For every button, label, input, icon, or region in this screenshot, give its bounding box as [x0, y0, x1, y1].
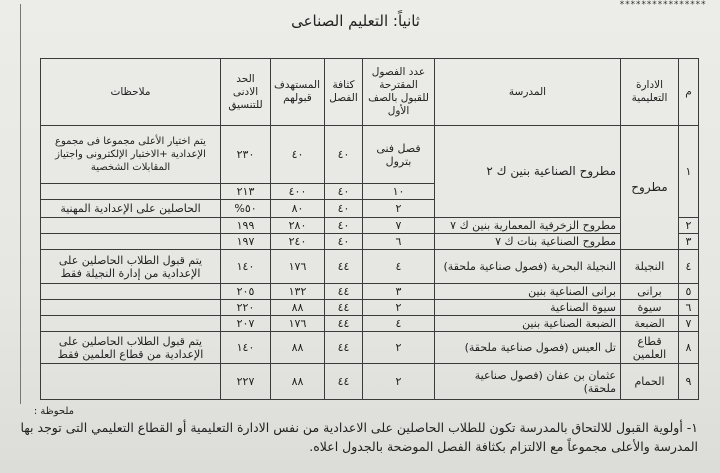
cell-density: ٤٠ — [325, 200, 363, 218]
col-target: المستهدف قبولهم — [271, 59, 325, 126]
cell-min: ٢٢٧ — [221, 364, 271, 400]
col-school: المدرسة — [435, 59, 621, 126]
cell-school: مطروح الصناعية بنات ك ٧ — [435, 234, 621, 250]
cell-school: تل العيس (فصول صناعية ملحقة) — [435, 332, 621, 364]
cell-min: ٢٢٠ — [221, 300, 271, 316]
table-row — [41, 364, 699, 400]
table-row — [41, 284, 699, 300]
margin-line — [20, 4, 21, 404]
cell-min: ١٤٠ — [221, 250, 271, 284]
cell-school: الضبعة الصناعية بنين — [435, 316, 621, 332]
cell-admin: برانى — [621, 284, 679, 300]
cell-classes: ٢ — [363, 364, 435, 400]
cell-target: ١٧٦ — [271, 316, 325, 332]
cell-target: ٨٨ — [271, 300, 325, 316]
cell-num: ٦ — [679, 300, 699, 316]
cell-notes: يتم قبول الطلاب الحاصلين على الإعدادية من إدارة النجيلة فقط — [41, 250, 221, 284]
col-density: كثافة الفصل — [325, 59, 363, 126]
cell-num: ٩ — [679, 364, 699, 400]
cell-target: ٨٨ — [271, 364, 325, 400]
cell-classes: ٢ — [363, 300, 435, 316]
table-row — [41, 300, 699, 316]
cell-admin: الحمام — [621, 364, 679, 400]
col-min: الحد الادنى للتنسيق — [221, 59, 271, 126]
cell-min: ٥٠% — [221, 200, 271, 218]
cell-target: ٨٠ — [271, 200, 325, 218]
cell-classes: ٦ — [363, 234, 435, 250]
cell-target: ٤٠٠ — [271, 184, 325, 200]
section-heading: ثانياً: التعليم الصناعى — [291, 12, 420, 30]
table-row — [41, 218, 699, 234]
top-marks: **************** — [619, 0, 706, 10]
cell-density: ٤٤ — [325, 300, 363, 316]
cell-density: ٤٠ — [325, 184, 363, 200]
col-notes: ملاحظات — [41, 59, 221, 126]
cell-notes — [41, 284, 221, 300]
col-admin: الادارة التعليمية — [621, 59, 679, 126]
cell-num: ٣ — [679, 234, 699, 250]
cell-target: ٤٠ — [271, 126, 325, 184]
cell-num: ٤ — [679, 250, 699, 284]
cell-notes — [41, 316, 221, 332]
cell-density: ٤٤ — [325, 250, 363, 284]
cell-num: ١ — [679, 126, 699, 218]
table-row — [41, 126, 699, 184]
cell-min: ١٩٧ — [221, 234, 271, 250]
cell-target: ٢٤٠ — [271, 234, 325, 250]
cell-notes — [41, 218, 221, 234]
cell-density: ٤٠ — [325, 234, 363, 250]
cell-classes: ٢ — [363, 200, 435, 218]
cell-min: ٢٠٥ — [221, 284, 271, 300]
cell-admin: مطروح — [621, 126, 679, 250]
cell-min: ٢٣٠ — [221, 126, 271, 184]
cell-num: ٨ — [679, 332, 699, 364]
schools-table — [40, 58, 699, 400]
cell-classes: ٣ — [363, 284, 435, 300]
cell-school: سيوة الصناعية — [435, 300, 621, 316]
cell-admin: الضبعة — [621, 316, 679, 332]
cell-school: مطروح الصناعية بنين ك ٢ — [435, 126, 621, 218]
cell-school: النجيلة البحرية (فصول صناعية ملحقة) — [435, 250, 621, 284]
cell-admin: النجيلة — [621, 250, 679, 284]
cell-target: ٨٨ — [271, 332, 325, 364]
cell-classes: ٧ — [363, 218, 435, 234]
cell-min: ١٩٩ — [221, 218, 271, 234]
cell-notes — [41, 364, 221, 400]
cell-min: ٢٠٧ — [221, 316, 271, 332]
cell-target: ١٧٦ — [271, 250, 325, 284]
table-row — [41, 234, 699, 250]
cell-min: ٢١٣ — [221, 184, 271, 200]
cell-notes — [41, 234, 221, 250]
cell-school: عثمان بن عفان (فصول صناعية ملحقة) — [435, 364, 621, 400]
cell-density: ٤٤ — [325, 364, 363, 400]
cell-classes: ٤ — [363, 250, 435, 284]
cell-notes — [41, 184, 221, 200]
cell-num: ٥ — [679, 284, 699, 300]
cell-num: ٧ — [679, 316, 699, 332]
cell-school: مطروح الزخرفية المعمارية بنين ك ٧ — [435, 218, 621, 234]
cell-density: ٤٠ — [325, 218, 363, 234]
cell-school: برانى الصناعية بنين — [435, 284, 621, 300]
cell-classes: فصل فنى بترول — [363, 126, 435, 184]
header-row — [41, 59, 699, 126]
cell-density: ٤٤ — [325, 316, 363, 332]
cell-notes: الحاصلين على الإعدادية المهنية — [41, 200, 221, 218]
cell-notes — [41, 300, 221, 316]
cell-num: ٢ — [679, 218, 699, 234]
table-row — [41, 316, 699, 332]
cell-density: ٤٤ — [325, 332, 363, 364]
table-row — [41, 332, 699, 364]
col-classes: عدد الفصول المقترحة للقبول بالصف الأول — [363, 59, 435, 126]
cell-classes: ١٠ — [363, 184, 435, 200]
cell-notes: يتم اختيار الأعلى مجموعا فى مجموع الإعدادية +الاختبار الإلكترونى واجتياز المقابلات الشخصية — [41, 126, 221, 184]
table-row — [41, 250, 699, 284]
cell-classes: ٤ — [363, 316, 435, 332]
cell-target: ٢٨٠ — [271, 218, 325, 234]
cell-density: ٤٤ — [325, 284, 363, 300]
cell-notes: يتم قبول الطلاب الحاصلين على الإعدادية من قطاع العلمين فقط — [41, 332, 221, 364]
cell-admin: قطاع العلمين — [621, 332, 679, 364]
cell-classes: ٢ — [363, 332, 435, 364]
note-text: ١- أولوية القبول للالتحاق بالمدرسة تكون للطلاب الحاصلين على الاعدادية من نفس الادارة التعليمية أو القطاع التعليمي التى توجد بها المدرسة والأعلى مجموعاً مع الالتزام بكثافة الفصل الموضحة بالجدول اعلاه. — [20, 420, 698, 454]
cell-density: ٤٠ — [325, 126, 363, 184]
cell-target: ١٣٢ — [271, 284, 325, 300]
note-title: ملحوظة : — [33, 406, 74, 417]
cell-admin: سيوة — [621, 300, 679, 316]
cell-min: ١٤٠ — [221, 332, 271, 364]
col-num: م — [679, 59, 699, 126]
